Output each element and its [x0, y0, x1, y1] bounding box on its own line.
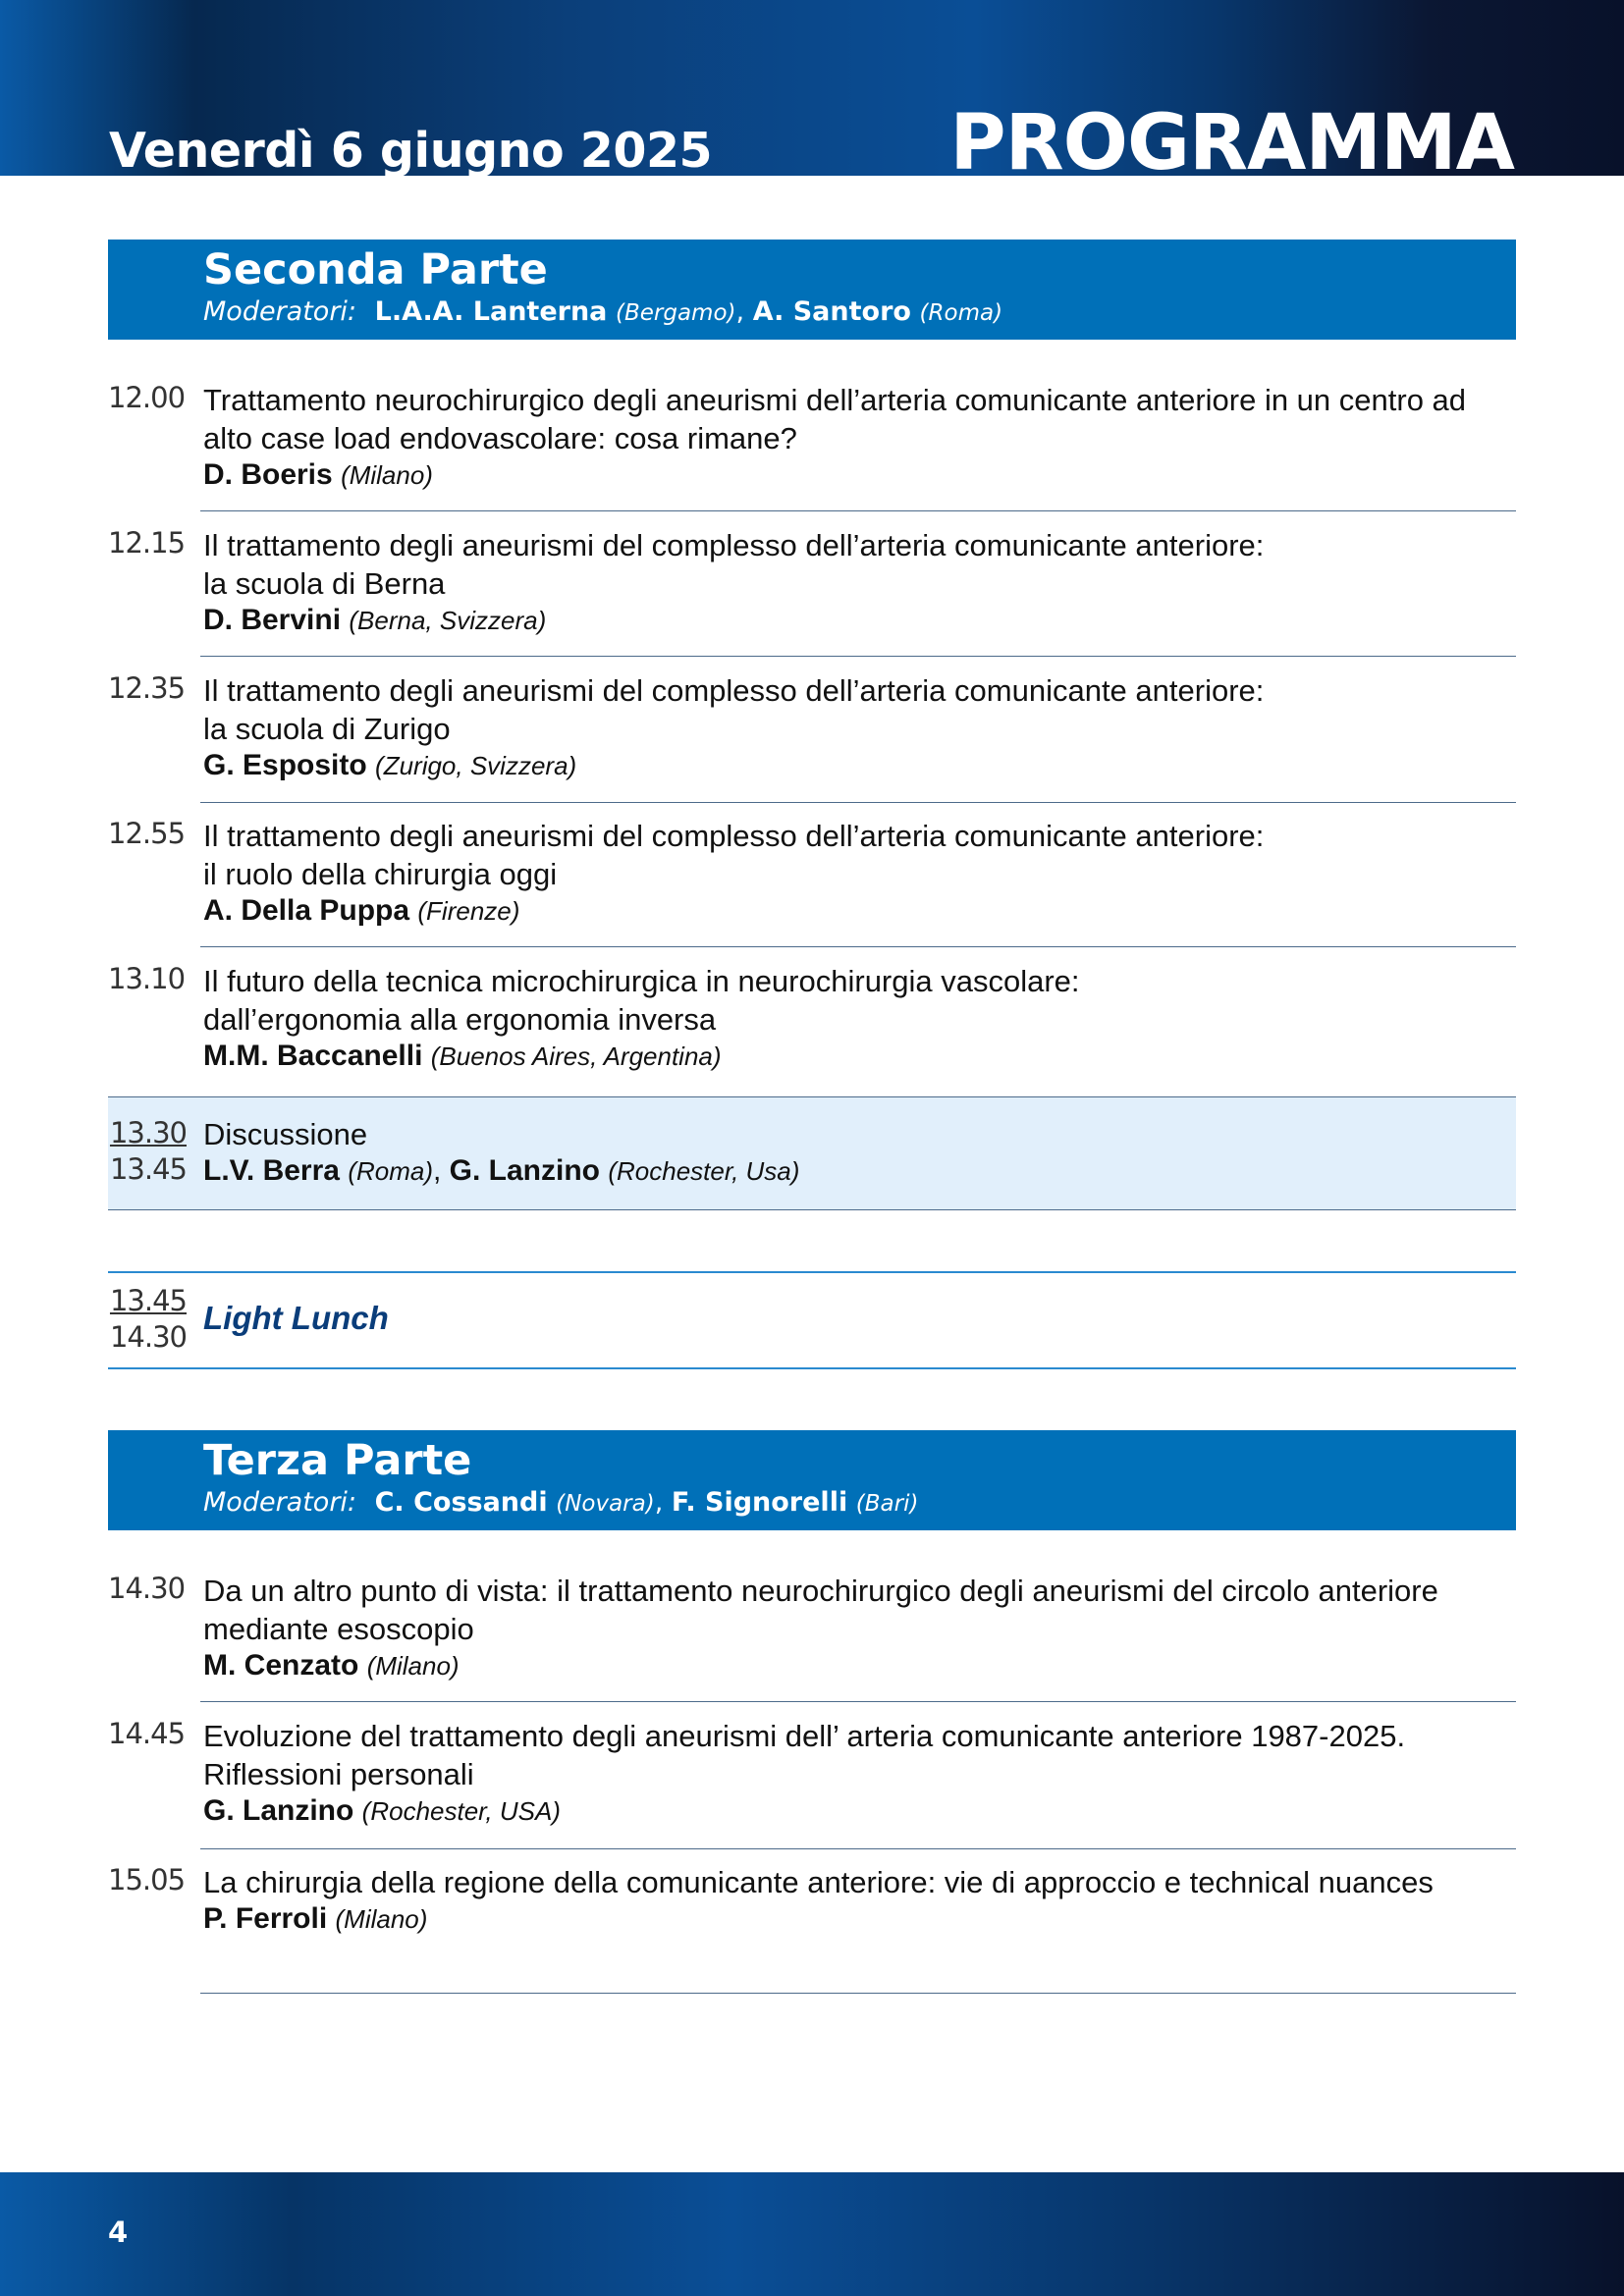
- item-title-line: Il trattamento degli aneurismi del complesso dell’arteria comunicante anteriore:: [203, 673, 1265, 708]
- speaker-city: (Roma): [348, 1156, 433, 1186]
- discussion-label: Discussione: [203, 1117, 368, 1151]
- moderator-city: (Bergamo): [616, 300, 736, 326]
- moderators-label: Moderatori:: [203, 1487, 357, 1518]
- program-title: PROGRAMMA: [949, 99, 1514, 176]
- time-range: [108, 1283, 187, 1356]
- section-header-terza-parte: [108, 1430, 1516, 1530]
- lunch-break: [108, 1271, 1516, 1369]
- item-title-line: dall’ergonomia alla ergonomia inversa: [203, 1002, 717, 1037]
- speaker-name: P. Ferroli: [203, 1902, 328, 1935]
- moderator-city: (Bari): [855, 1491, 919, 1517]
- lunch-label: Light Lunch: [203, 1300, 389, 1336]
- item-time: 14.45: [108, 1717, 186, 1750]
- divider: [200, 1993, 1516, 1994]
- speaker-name: M.M. Baccanelli: [203, 1040, 423, 1072]
- speaker-city: (Milano): [335, 1904, 428, 1934]
- speaker-city: (Rochester, Usa): [608, 1156, 800, 1186]
- item-title-line: il ruolo della chirurgia oggi: [203, 857, 558, 891]
- item-time: 15.05: [108, 1863, 186, 1896]
- moderator-name: L.A.A. Lanterna: [374, 296, 608, 327]
- discussion-speakers: L.V. Berra (Roma), G. Lanzino (Rochester, Usa): [203, 1154, 800, 1187]
- item-speaker: [203, 748, 1517, 783]
- item-time: 13.10: [108, 962, 186, 995]
- divider: [200, 802, 1516, 803]
- item-title-line: Il trattamento degli aneurismi del complesso dell’arteria comunicante anteriore:: [203, 819, 1265, 853]
- divider: [200, 1701, 1516, 1702]
- time-start: 13.30: [109, 1116, 187, 1149]
- item-title: Da un altro punto di vista: il trattamento neurochirurgico degli aneurismi del circolo anteriore mediante esoscopio: [203, 1574, 1438, 1646]
- divider: [200, 946, 1516, 947]
- moderator-name: C. Cossandi: [374, 1487, 548, 1518]
- divider: [200, 656, 1516, 657]
- speaker-city: (Zurigo, Svizzera): [375, 751, 577, 780]
- moderator-city: (Novara): [556, 1491, 655, 1517]
- item-speaker: [203, 603, 1517, 638]
- speaker-city: (Berna, Svizzera): [349, 606, 547, 635]
- speaker-city: (Milano): [341, 460, 433, 490]
- section-header-seconda-parte: [108, 240, 1516, 340]
- item-time: 12.55: [108, 817, 186, 850]
- item-title: Trattamento neurochirurgico degli aneurismi dell’arteria comunicante anteriore in un centro ad alto case load endovascolare: cosa rimane?: [203, 383, 1467, 455]
- section-title: Terza Parte: [203, 1436, 472, 1485]
- item-speaker: [203, 1901, 1517, 1937]
- item-speaker: [203, 893, 1517, 929]
- speaker-name: G. Esposito: [203, 749, 367, 781]
- item-time: 12.00: [108, 381, 186, 414]
- moderator-name: A. Santoro: [752, 296, 911, 327]
- moderator-name: F. Signorelli: [671, 1487, 848, 1518]
- speaker-name: M. Cenzato: [203, 1649, 359, 1682]
- moderators: Moderatori: L.A.A. Lanterna (Bergamo), A. Santoro (Roma): [203, 296, 1003, 327]
- speaker-city: (Buenos Aires, Argentina): [430, 1041, 722, 1071]
- item-speaker: [203, 1039, 1517, 1074]
- speaker-name: G. Lanzino: [449, 1154, 600, 1187]
- item-title: La chirurgia della regione della comunicante anteriore: vie di approccio e technical nuances: [203, 1865, 1434, 1899]
- item-speaker: [203, 1648, 1517, 1683]
- item-speaker: [203, 1793, 1517, 1829]
- item-title-line: la scuola di Berna: [203, 566, 446, 601]
- discussion-block: [108, 1096, 1516, 1210]
- footer-band: [0, 2172, 1624, 2296]
- time-range: [108, 1115, 187, 1188]
- speaker-city: (Firenze): [417, 896, 520, 926]
- item-speaker: [203, 457, 1517, 493]
- speaker-name: L.V. Berra: [203, 1154, 340, 1187]
- speaker-city: (Rochester, USA): [361, 1796, 561, 1826]
- item-title-line: la scuola di Zurigo: [203, 712, 451, 746]
- page-number: 4: [108, 2216, 129, 2249]
- header: [0, 0, 1624, 176]
- speaker-city: (Milano): [366, 1651, 460, 1681]
- speaker-name: D. Boeris: [203, 458, 333, 491]
- program-date: Venerdì 6 giugno 2025: [109, 123, 713, 176]
- time-start: 13.45: [109, 1284, 187, 1317]
- item-time: 14.30: [108, 1572, 186, 1605]
- divider: [200, 510, 1516, 511]
- divider: [200, 1848, 1516, 1849]
- speaker-name: D. Bervini: [203, 604, 342, 636]
- moderators-label: Moderatori:: [203, 296, 357, 327]
- item-time: 12.15: [108, 526, 186, 560]
- section-title: Seconda Parte: [203, 245, 548, 294]
- time-end: 13.45: [109, 1152, 187, 1186]
- speaker-name: A. Della Puppa: [203, 894, 410, 927]
- moderator-city: (Roma): [919, 300, 1003, 326]
- speaker-name: G. Lanzino: [203, 1794, 354, 1827]
- item-time: 12.35: [108, 671, 186, 705]
- item-title-line: Il futuro della tecnica microchirurgica in neurochirurgia vascolare:: [203, 964, 1080, 998]
- time-end: 14.30: [109, 1320, 187, 1354]
- item-title-line: Evoluzione del trattamento degli aneurismi dell’ arteria comunicante anteriore 1987-2025.: [203, 1719, 1406, 1753]
- item-title-line: Riflessioni personali: [203, 1757, 474, 1791]
- item-title-line: Il trattamento degli aneurismi del complesso dell’arteria comunicante anteriore:: [203, 528, 1265, 562]
- moderators: Moderatori: C. Cossandi (Novara), F. Signorelli (Bari): [203, 1487, 919, 1518]
